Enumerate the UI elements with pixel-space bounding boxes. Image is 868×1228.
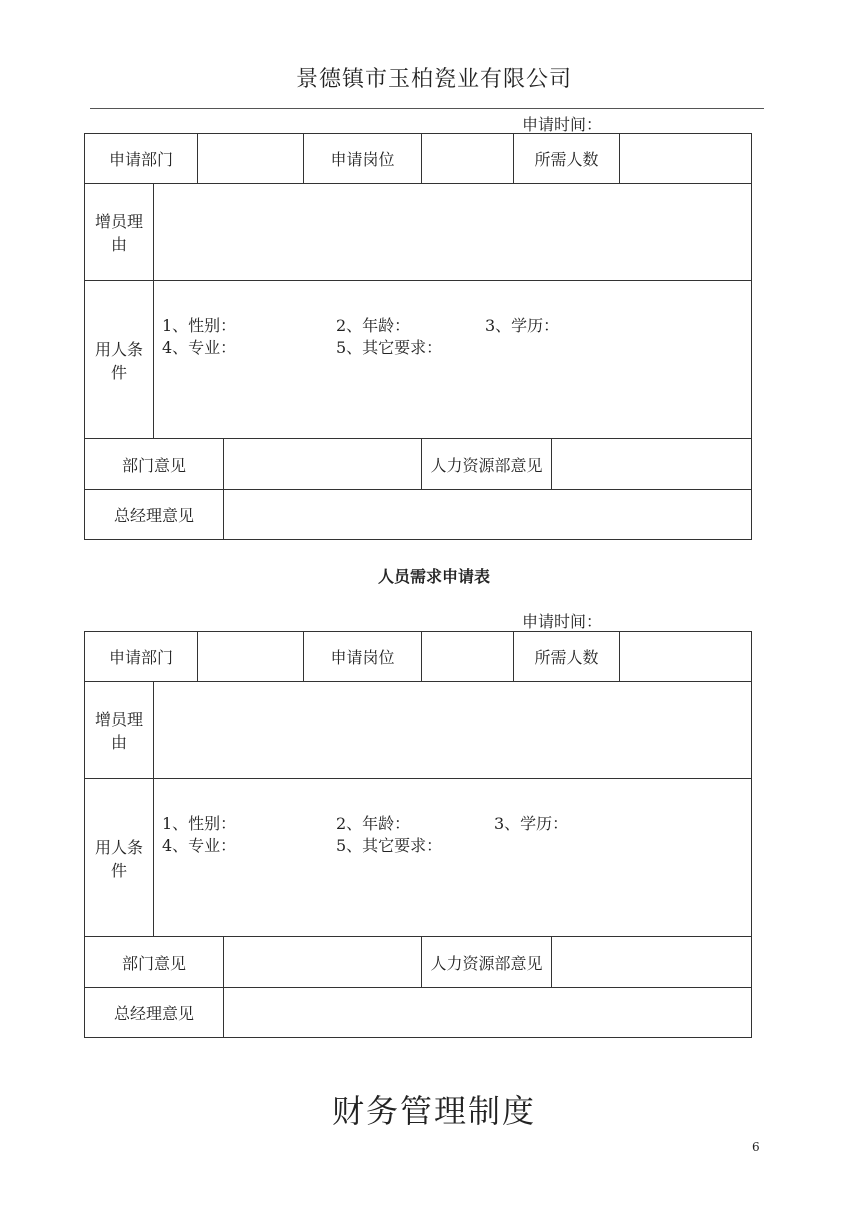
conditions-field[interactable]	[154, 281, 752, 439]
gender-item: 1、性别：	[162, 316, 237, 335]
page-number: 6	[752, 1140, 760, 1154]
hr-opinion-label: 人力资源部意见	[422, 937, 552, 988]
dept-label: 申请部门	[85, 134, 198, 184]
gm-opinion-field[interactable]	[224, 490, 752, 540]
reason-field[interactable]	[154, 682, 752, 779]
education-item: 3、学历：	[494, 814, 569, 833]
hr-opinion-field[interactable]	[552, 439, 752, 490]
age-item: 2、年龄：	[336, 316, 411, 335]
major-item: 4、专业：	[162, 836, 237, 855]
dept-opinion-label: 部门意见	[85, 937, 224, 988]
major-item: 4、专业：	[162, 338, 237, 357]
chapter-title: 财务管理制度	[331, 1092, 536, 1130]
position-label: 申请岗位	[304, 134, 422, 184]
conditions-field[interactable]	[154, 779, 752, 937]
section-title: 人员需求申请表	[377, 567, 490, 586]
dept-opinion-field[interactable]	[224, 439, 422, 490]
position-label: 申请岗位	[304, 632, 422, 682]
headcount-field[interactable]	[620, 632, 752, 682]
headcount-field[interactable]	[620, 134, 752, 184]
gender-item: 1、性别：	[162, 814, 237, 833]
hr-opinion-field[interactable]	[552, 937, 752, 988]
gm-opinion-field[interactable]	[224, 988, 752, 1038]
hr-opinion-label: 人力资源部意见	[422, 439, 552, 490]
personnel-request-form-1	[84, 133, 752, 540]
age-item: 2、年龄：	[336, 814, 411, 833]
reason-label: 增员理 由	[85, 682, 154, 779]
company-header: 景德镇市玉柏瓷业有限公司	[295, 67, 572, 92]
headcount-label: 所需人数	[514, 632, 620, 682]
apply-time-label: 申请时间：	[522, 115, 603, 134]
gm-opinion-label: 总经理意见	[85, 490, 224, 540]
dept-opinion-field[interactable]	[224, 937, 422, 988]
conditions-label: 用人条 件	[85, 281, 154, 439]
reason-field[interactable]	[154, 184, 752, 281]
other-item: 5、其它要求：	[336, 338, 443, 357]
dept-field[interactable]	[198, 632, 304, 682]
gm-opinion-label: 总经理意见	[85, 988, 224, 1038]
dept-field[interactable]	[198, 134, 304, 184]
other-item: 5、其它要求：	[336, 836, 443, 855]
personnel-request-form-2	[84, 631, 752, 1038]
dept-opinion-label: 部门意见	[85, 439, 224, 490]
apply-time-label: 申请时间：	[522, 612, 603, 631]
position-field[interactable]	[422, 134, 514, 184]
education-item: 3、学历：	[485, 316, 560, 335]
reason-label: 增员理 由	[85, 184, 154, 281]
dept-label: 申请部门	[85, 632, 198, 682]
header-divider	[90, 108, 764, 109]
headcount-label: 所需人数	[514, 134, 620, 184]
position-field[interactable]	[422, 632, 514, 682]
conditions-label: 用人条 件	[85, 779, 154, 937]
